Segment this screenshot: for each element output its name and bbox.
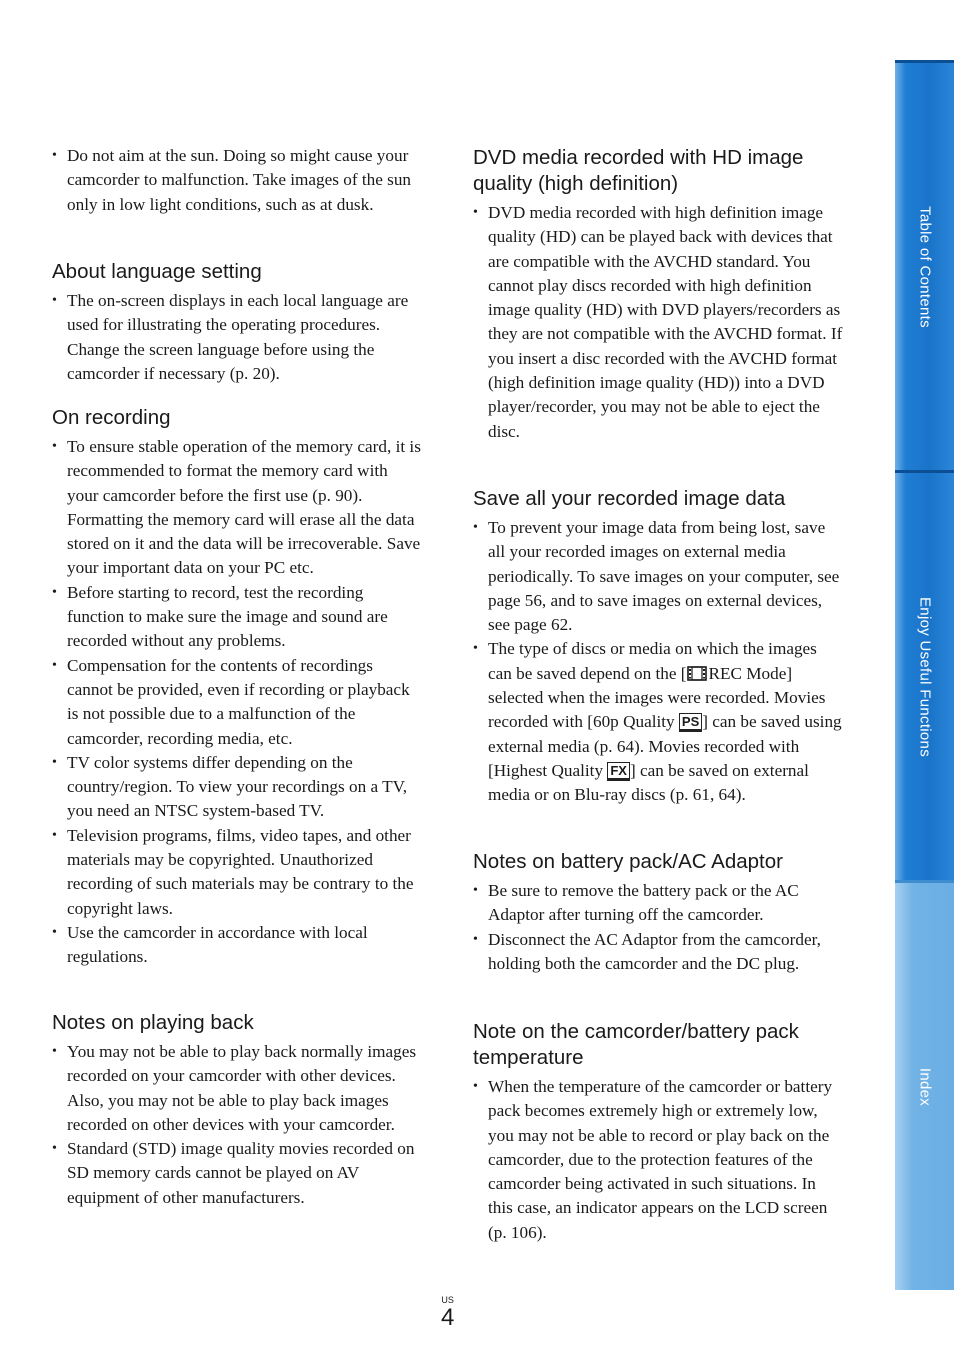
dvd-list [473, 201, 843, 444]
list-item: • Do not aim at the sun. Doing so might cause your camcorder to malfunction. Take images of the sun only in low light conditions, such as at dusk. [52, 144, 422, 217]
list-item: • The on-screen displays in each local language are used for illustrating the operating procedures. Change the screen language before using the camcorder if necessary (p. 20). [52, 289, 422, 386]
section-title-battery: Notes on battery pack/AC Adaptor [473, 850, 783, 873]
section-title-playback: Notes on playing back [52, 1011, 254, 1034]
ps-quality-icon: PS [679, 713, 702, 732]
battery-list [473, 879, 843, 976]
intro-list [52, 144, 422, 217]
movie-film-icon [687, 666, 707, 681]
playback-list [52, 1040, 422, 1210]
section-title-dvd: DVD media recorded with HD image quality (high definition) [473, 146, 804, 195]
list-item: • When the temperature of the camcorder or battery pack becomes extremely high or extremely low, you may not be able to record or play back on the camcorder, due to the protection features of the camcorder being activated in such situations. In this case, an indicator appears on the LCD screen (p. 106). [473, 1075, 843, 1245]
save-list [473, 516, 843, 808]
language-list [52, 289, 422, 386]
section-title-recording: On recording [52, 406, 171, 429]
recording-list [52, 435, 422, 970]
list-item: • Television programs, films, video tapes, and other materials may be copyrighted. Unauthorized recording of such materials may be contrary to the copyright laws. [52, 824, 422, 921]
tab-enjoy-useful-functions[interactable]: Enjoy Useful Functions [895, 470, 954, 880]
list-item: • Compensation for the contents of recordings cannot be provided, even if recording or playback is not possible due to a malfunction of the camcorder, recording media, etc. [52, 654, 422, 751]
list-item: • You may not be able to play back normally images recorded on your camcorder with other devices. Also, you may not be able to play back images recorded on other devices with your camcorder. [52, 1040, 422, 1137]
list-item: • Use the camcorder in accordance with local regulations. [52, 921, 422, 970]
tab-index[interactable]: Index [895, 880, 954, 1290]
page-number-value: 4 [441, 1304, 455, 1331]
list-item: • DVD media recorded with high definition image quality (HD) can be played back with devices that are compatible with the AVCHD standard. You cannot play discs recorded with high definition image quality (HD) with DVD players/recorders as they are not compatible with the AVCHD format. If you insert a disc recorded with the AVCHD format (high definition image quality (HD)) into a DVD player/recorder, you may not be able to eject the disc. [473, 201, 843, 444]
list-item: • Disconnect the AC Adaptor from the camcorder, holding both the camcorder and the DC plug. [473, 928, 843, 977]
list-item: • Be sure to remove the battery pack or the AC Adaptor after turning off the camcorder. [473, 879, 843, 928]
list-item: • To ensure stable operation of the memory card, it is recommended to format the memory card with your camcorder before the first use (p. 90). Formatting the memory card will erase all the data stored on it and the data will be irrecoverable. Save your important data on your PC etc. [52, 435, 422, 581]
section-title-temperature: Note on the camcorder/battery pack temperature [473, 1020, 799, 1069]
tab-table-of-contents[interactable]: Table of Contents [895, 60, 954, 470]
list-item: • The type of discs or media on which the images can be saved depend on the [ REC Mode] selected when the images were recorded. Movies recorded with [60p Quality PS ] can be saved using external media (p. 64). Movies recorded with [Highest Quality FX ] can be saved on external media or on Blu-ray discs (p. 61, 64). [473, 637, 843, 807]
temperature-list [473, 1075, 843, 1245]
region-label: US [441, 1295, 454, 1305]
section-title-save: Save all your recorded image data [473, 487, 786, 510]
list-item: • To prevent your image data from being lost, save all your recorded images on external media periodically. To save images on your computer, see page 56, and to save images on external devices, see page 62. [473, 516, 843, 637]
section-title-language: About language setting [52, 260, 262, 283]
list-item: • Before starting to record, test the recording function to make sure the image and sound are recorded without any problems. [52, 581, 422, 654]
fx-quality-icon: FX [607, 762, 630, 781]
page-number [441, 1296, 454, 1331]
list-item: • Standard (STD) image quality movies recorded on SD memory cards cannot be played on AV equipment of other manufacturers. [52, 1137, 422, 1210]
list-item: • TV color systems differ depending on the country/region. To view your recordings on a TV, you need an NTSC system-based TV. [52, 751, 422, 824]
